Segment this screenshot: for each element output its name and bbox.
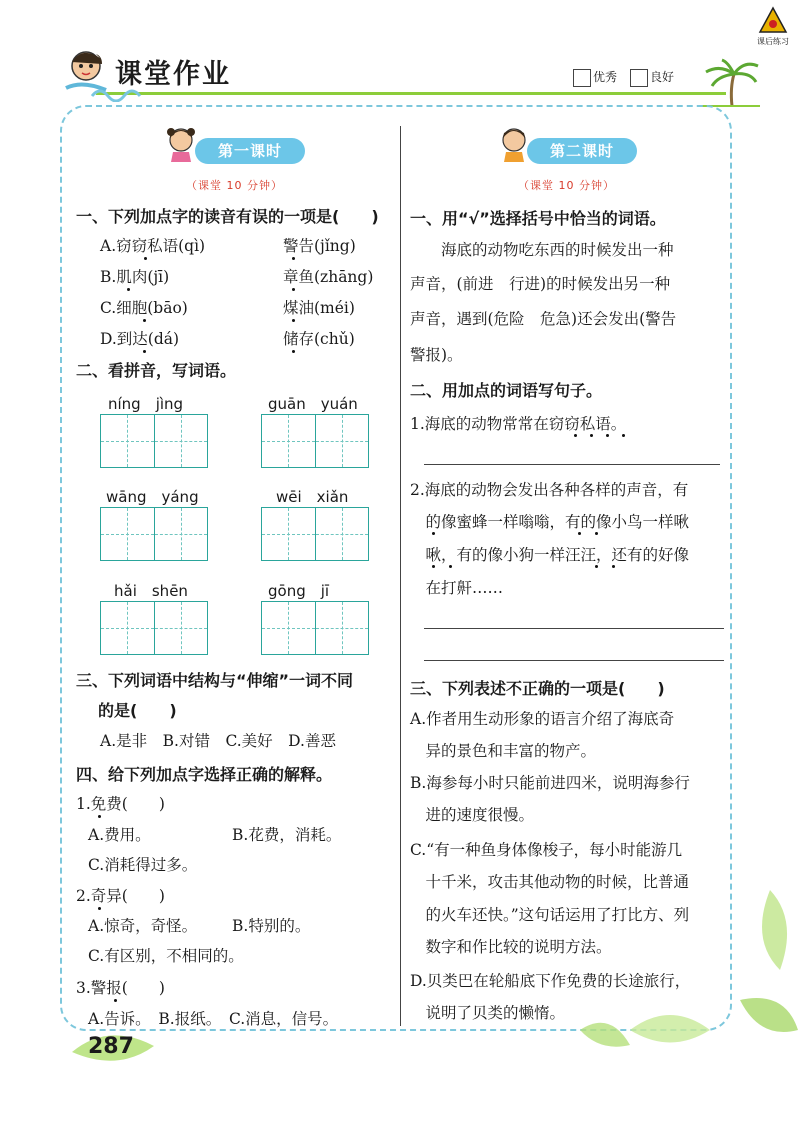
lesson2-time-note: （课堂 10 分钟） — [518, 179, 615, 192]
l1-q4-item1-c: C.消耗得过多。 — [88, 856, 198, 874]
warning-triangle-icon — [758, 6, 788, 34]
rating-good-label: 良好 — [650, 70, 675, 84]
answer-line[interactable] — [424, 660, 724, 661]
writing-grid[interactable] — [261, 601, 369, 655]
l1-q3-options: A.是非 B.对错 C.美好 D.善恶 — [100, 732, 336, 750]
l2-q1-line4: 警报)。 — [410, 346, 463, 364]
rating-excellent-checkbox[interactable] — [573, 69, 591, 87]
emphasis-dot — [144, 257, 147, 260]
l1-q4-item1-a: A.费用。 — [88, 826, 151, 844]
l1-q1-option-c2: 煤油(méi) — [283, 299, 355, 317]
l2-q2-sentence2-line2: 的像蜜蜂一样嗡嗡，有的像小鸟一样啾 — [410, 513, 690, 531]
l2-q3-option-c2: 十千米，攻击其他动物的时候，比普通 — [410, 873, 690, 891]
wave-decoration — [90, 84, 150, 102]
l1-q4-item2-a: A.惊奇，奇怪。 — [88, 917, 198, 935]
emphasis-dot — [98, 815, 101, 818]
l1-q4-item3-options: A.告诉。 B.报纸。 C.消息，信号。 — [88, 1010, 339, 1028]
l2-q1-title: 一、用“√”选择括号中恰当的词语。 — [410, 209, 666, 228]
emphasis-dot — [98, 907, 101, 910]
emphasis-dot — [622, 434, 625, 437]
pinyin-gongji: gōng jī — [268, 582, 330, 600]
answer-line[interactable] — [424, 464, 720, 465]
pinyin-wangyang: wāng yáng — [106, 488, 199, 506]
l2-q2-title: 二、用加点的词语写句子。 — [410, 381, 603, 400]
l2-q3-option-c1: C.“有一种鱼身体像梭子，每小时能游几 — [410, 841, 683, 859]
leaves-decoration — [570, 880, 800, 1060]
writing-grid[interactable] — [261, 507, 369, 561]
rating-good-checkbox[interactable] — [630, 69, 648, 87]
l2-q3-option-b1: B.海参每小时只能前进四米，说明海参行 — [410, 774, 690, 792]
emphasis-dot — [127, 288, 130, 291]
pinyin-haishen: hǎi shēn — [114, 582, 188, 600]
emphasis-dot — [114, 999, 117, 1002]
l2-q1-line3: 声音，遇到(危险 危急)还会发出(警告 — [410, 310, 677, 328]
emphasis-dot — [143, 319, 146, 322]
l2-q2-sentence2-line1: 2.海底的动物会发出各种各样的声音，有 — [410, 481, 689, 499]
l1-q4-title: 四、给下列加点字选择正确的解释。 — [76, 765, 333, 784]
emphasis-dot — [143, 350, 146, 353]
rating-excellent-label: 优秀 — [593, 70, 618, 84]
l1-q4-item2: 2.奇异( ) — [76, 887, 165, 905]
l2-q3-option-c3: 的火车还快。”这句话运用了打比方、列 — [410, 906, 690, 924]
girl-avatar-icon — [165, 126, 197, 162]
answer-line[interactable] — [424, 628, 724, 629]
header-underline — [96, 92, 726, 95]
l1-q4-item2-b: B.特别的。 — [232, 917, 311, 935]
l1-q1-option-a1: A.窃窃私语(qì) — [100, 237, 206, 255]
palm-tree-icon — [700, 58, 760, 108]
l2-q3-option-a1: A.作者用生动形象的语言介绍了海底奇 — [410, 710, 675, 728]
rating-good[interactable] — [630, 68, 674, 87]
l1-q1-title: 一、下列加点字的读音有误的一项是( ) — [76, 207, 379, 226]
emphasis-dot — [574, 434, 577, 437]
l2-q1-line2: 声音，(前进 行进)的时候发出另一种 — [410, 275, 671, 293]
l1-q3-title-line2: 的是( ) — [98, 701, 177, 720]
l2-q3-title: 三、下列表述不正确的一项是( ) — [410, 679, 665, 698]
l1-q4-item2-c: C.有区别，不相同的。 — [88, 947, 244, 965]
pinyin-ningjing: níng jìng — [108, 395, 184, 413]
writing-grid[interactable] — [100, 414, 208, 468]
writing-grid[interactable] — [100, 507, 208, 561]
l2-q3-option-d2: 说明了贝类的懒惰。 — [410, 1004, 566, 1022]
l2-q2-sentence2-line4: 在打鼾…… — [410, 579, 504, 597]
l1-q1-option-a2: 警告(jǐng) — [283, 237, 356, 255]
emphasis-dot — [590, 434, 593, 437]
l2-q3-option-a2: 异的景色和丰富的物产。 — [410, 742, 597, 760]
corner-brand-badge — [752, 6, 794, 47]
emphasis-dot — [432, 565, 435, 568]
boy-avatar-icon — [498, 126, 530, 162]
writing-grid[interactable] — [100, 601, 208, 655]
l1-q4-item1-b: B.花费，消耗。 — [232, 826, 342, 844]
emphasis-dot — [606, 434, 609, 437]
l2-q2-sentence1: 1.海底的动物常常在窃窃私语。 — [410, 415, 627, 433]
emphasis-dot — [292, 319, 295, 322]
l2-q3-option-d1: D.贝类巴在轮船底下作免费的长途旅行， — [410, 972, 691, 990]
pinyin-weixian: wēi xiǎn — [276, 488, 349, 506]
l1-q4-item1: 1.免费( ) — [76, 795, 165, 813]
page-header-title: 课堂作业 — [115, 59, 231, 90]
emphasis-dot — [432, 532, 435, 535]
pinyin-guanyuan: guān yuán — [268, 395, 358, 413]
l1-q1-option-c1: C.细胞(bāo) — [100, 299, 188, 317]
l1-q1-option-d1: D.到达(dá) — [100, 330, 180, 348]
lesson2-tab[interactable]: 第二课时 — [527, 138, 637, 164]
emphasis-dot — [449, 565, 452, 568]
l2-q1-line1: 海底的动物吃东西的时候发出一种 — [410, 241, 674, 259]
emphasis-dot — [292, 350, 295, 353]
l1-q1-option-b2: 章鱼(zhāng) — [283, 268, 374, 286]
l2-q3-option-b2: 进的速度很慢。 — [410, 806, 535, 824]
writing-grid[interactable] — [261, 414, 369, 468]
emphasis-dot — [292, 257, 295, 260]
l1-q4-item3: 3.警报( ) — [76, 979, 165, 997]
l2-q2-sentence2-line3: 啾，有的像小狗一样汪汪，还有的好像 — [410, 546, 690, 564]
emphasis-dot — [595, 565, 598, 568]
page-number: 287 — [88, 1034, 134, 1059]
l1-q3-title-line1: 三、下列词语中结构与“伸缩”一词不同 — [76, 671, 354, 690]
l1-q1-option-d2: 储存(chǔ) — [283, 330, 355, 348]
column-divider — [400, 126, 401, 1026]
l1-q1-option-b1: B.肌肉(jī) — [100, 268, 170, 286]
emphasis-dot — [292, 288, 295, 291]
emphasis-dot — [612, 565, 615, 568]
lesson1-tab[interactable]: 第一课时 — [195, 138, 305, 164]
lesson1-time-note: （课堂 10 分钟） — [186, 179, 283, 192]
l1-q2-title: 二、看拼音，写词语。 — [76, 361, 237, 380]
l2-q3-option-c4: 数字和作比较的说明方法。 — [410, 938, 612, 956]
emphasis-dot — [595, 532, 598, 535]
corner-brand-text: 课后练习 — [757, 37, 789, 46]
rating-excellent[interactable] — [573, 68, 617, 87]
emphasis-dot — [578, 532, 581, 535]
